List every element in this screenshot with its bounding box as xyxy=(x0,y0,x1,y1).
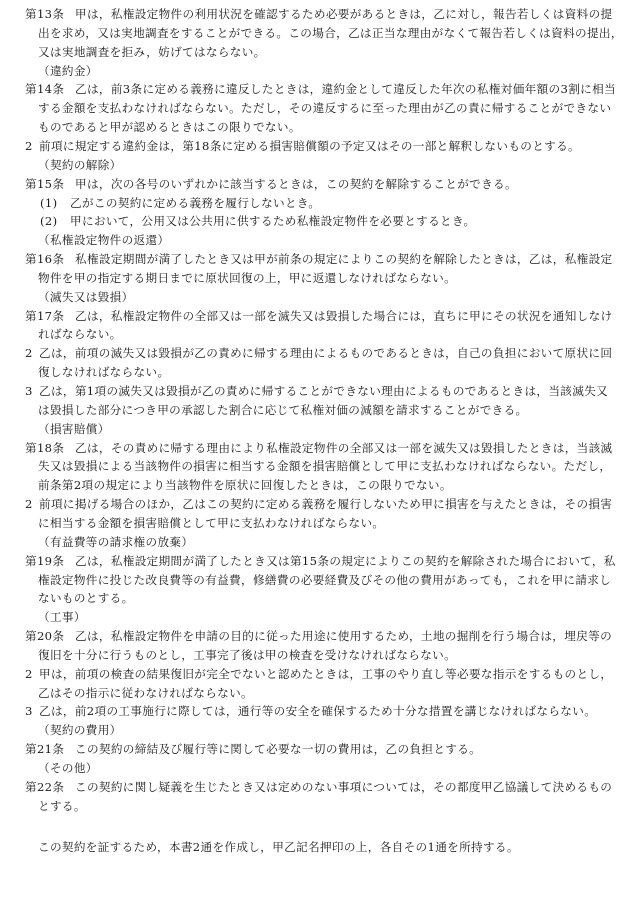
clause-line xyxy=(40,195,630,212)
clause-continuation-line xyxy=(38,515,630,532)
clause-text: 物件を甲の指定する期日までに原状回復の上，甲に返還しなければならない。 xyxy=(38,270,457,285)
clause-line xyxy=(25,345,630,362)
clause-text: 前項に掲げる場合のほか，乙はこの契約に定める義務を履行しないため甲に損害を与えたときは，その損害 xyxy=(39,497,613,512)
clause-text: 乙は，私権設定物件の全部又は一部を滅失又は毀損した場合には，直ちに甲にその状況を通知しなけ xyxy=(75,308,613,323)
clause-line xyxy=(25,628,630,645)
clause-text: 甲は，私権設定物件の利用状況を確認するため必要があるときは，乙に対し，報告若しくは資料の提 xyxy=(75,7,613,21)
clause-text: は毀損した部分につき甲の承認した割合に応じて私権対価の減額を請求することができる。 xyxy=(38,402,528,417)
clause-text: 乙がこの契約に定める義務を履行しないとき。 xyxy=(70,195,321,210)
clause-line xyxy=(25,440,630,457)
article-caption xyxy=(38,534,630,551)
item-number: (2) xyxy=(40,214,58,229)
clause-text: 乙はその指示に従わなければならない。 xyxy=(38,685,253,700)
clause-text: ないものとする。 xyxy=(38,591,134,606)
article-caption xyxy=(38,722,630,739)
paragraph-number: 3 xyxy=(25,704,33,719)
clause-continuation-line xyxy=(38,572,630,589)
article-number: 第18条 xyxy=(25,440,65,455)
clause-text: この契約に関し疑義を生じたとき又は定めのない事項については，その都度甲乙協議して決めるもの xyxy=(75,779,613,794)
clause-line xyxy=(25,703,630,720)
article-caption xyxy=(38,760,630,777)
clause-text: 私権設定期間が満了したとき又は甲が前条の規定によりこの契約を解除したときは，乙は，私権設定 xyxy=(75,252,613,267)
clause-text: とする。 xyxy=(38,798,86,813)
clause-text: ものであると甲が認めるときはこの限りでない。 xyxy=(38,120,301,135)
paragraph-number: 2 xyxy=(25,346,33,361)
clause-line xyxy=(40,213,630,230)
clause-text: 出を求め，又は実地調査をすることができる。この場合，乙は正当な理由がなくて報告若しくは資料の提出， xyxy=(38,25,623,40)
paragraph-number: 3 xyxy=(25,384,33,398)
clause-continuation-line xyxy=(38,25,630,42)
caption-text: （契約の費用） xyxy=(38,723,122,738)
clause-line xyxy=(25,666,630,683)
clause-line xyxy=(25,81,630,98)
article-number: 第16条 xyxy=(25,252,65,267)
clause-continuation-line xyxy=(38,326,630,343)
caption-text: （有益費等の請求権の放棄） xyxy=(38,534,194,549)
clause-text: 甲は，次の各号のいずれかに該当するときは，この契約を解除することができる。 xyxy=(75,176,517,191)
clause-text: 甲は，前項の検査の結果復旧が完全でないと認めたときは，工事のやり直し等必要な指示をするものとし， xyxy=(39,666,613,681)
clause-text: 復しなければならない。 xyxy=(38,365,170,380)
clause-continuation-line xyxy=(38,364,630,381)
article-number: 第19条 xyxy=(25,553,65,568)
article-number: 第22条 xyxy=(25,779,65,794)
clause-line xyxy=(25,138,630,155)
clause-line xyxy=(25,176,630,193)
clause-continuation-line xyxy=(38,119,630,136)
clause-text: 又は実地調査を拒み，妨げてはならない。 xyxy=(38,44,266,59)
clause-line xyxy=(25,496,630,513)
paragraph-number: 2 xyxy=(25,497,33,512)
paragraph-number: 2 xyxy=(25,138,33,153)
caption-text: （工事） xyxy=(38,610,86,625)
clause-line xyxy=(25,383,630,400)
clause-line xyxy=(25,553,630,570)
clause-text: する金額を支払わなければならない。ただし，その違反するに至った理由が乙の責に帰することができない xyxy=(38,101,612,116)
caption-text: （損害賠償） xyxy=(38,421,110,436)
caption-text: （違約金） xyxy=(38,63,98,78)
article-number: 第17条 xyxy=(25,308,65,323)
closing-text: この契約を証するため，本書2通を作成し，甲乙記名押印の上，各自その1通を所持する。 xyxy=(38,840,519,855)
clause-text: 権設定物件に投じた改良費等の有益費，修繕費の必要経費及びその他の費用があっても，これを甲に請求し xyxy=(38,572,612,587)
article-caption xyxy=(38,421,630,438)
caption-text: （私権設定物件の返還） xyxy=(38,233,170,248)
clause-continuation-line xyxy=(38,477,630,494)
article-number: 第13条 xyxy=(25,7,65,21)
clause-text: 乙は，第1項の滅失又は毀損が乙の責めに帰することができない理由によるものであるときは，当該滅失又 xyxy=(39,384,609,398)
clause-line xyxy=(25,308,630,325)
clause-text: 乙は，前3条に定める義務に違反したときは，違約金として違反した年次の私権対価年額の3割に相当 xyxy=(75,82,616,97)
clause-continuation-line xyxy=(38,798,630,815)
clause-continuation-line xyxy=(38,44,630,61)
clause-continuation-line xyxy=(38,685,630,702)
clause-text: 乙は，私権設定期間が満了したとき又は第15条の規定によりこの契約を解除された場合において，私 xyxy=(75,553,616,568)
clause-text: 前項に規定する違約金は，第18条に定める損害賠償額の予定又はその一部と解釈しないものとする。 xyxy=(39,138,580,153)
clause-continuation-line xyxy=(38,270,630,287)
clause-continuation-line xyxy=(38,100,630,117)
item-number: (1) xyxy=(40,195,58,210)
clause-line xyxy=(25,251,630,268)
clause-text: 乙は，その責めに帰する理由により私権設定物件の全部又は一部を滅失又は毀損したときは，当該滅 xyxy=(75,440,613,455)
clause-text: に相当する金額を損害賠償として甲に支払わなければならない。 xyxy=(38,515,385,530)
paragraph-number: 2 xyxy=(25,666,33,681)
clause-text: 乙は，前項の滅失又は毀損が乙の責めに帰する理由によるものであるときは，自己の負担において原状に回 xyxy=(39,346,613,361)
article-caption xyxy=(38,609,630,626)
article-number: 第15条 xyxy=(25,176,65,191)
caption-text: （滅失又は毀損） xyxy=(38,289,134,304)
article-caption xyxy=(38,232,630,249)
article-caption xyxy=(38,63,630,80)
clause-line xyxy=(25,779,630,796)
clause-text: 前条第2項の規定により当該物件を原状に回復したときは，この限りでない。 xyxy=(38,478,452,493)
article-caption xyxy=(38,289,630,306)
clause-continuation-line xyxy=(38,458,630,475)
article-number: 第20条 xyxy=(25,629,65,644)
clause-continuation-line xyxy=(38,590,630,607)
article-number: 第14条 xyxy=(25,82,65,97)
caption-text: （契約の解除） xyxy=(38,157,122,172)
caption-text: （その他） xyxy=(38,761,98,775)
clause-text: 甲において，公用又は公共用に供するため私権設定物件を必要とするとき。 xyxy=(70,214,476,229)
clause-continuation-line xyxy=(38,402,630,419)
article-caption xyxy=(38,157,630,174)
clause-text: 失又は毀損による当該物件の損害に相当する金額を損害賠償として甲に支払わなければならない。ただし， xyxy=(38,459,612,474)
clause-line xyxy=(25,741,630,758)
clause-text: ればならない。 xyxy=(38,327,122,342)
clause-text: 乙は，前2項の工事施行に際しては，通行等の安全を確保するため十分な措置を講じなければならない。 xyxy=(39,704,597,719)
article-number: 第21条 xyxy=(25,742,65,757)
clause-continuation-line xyxy=(38,647,630,664)
clause-text: この契約の締結及び履行等に関して必要な一切の費用は，乙の負担とする。 xyxy=(75,742,482,757)
closing-statement xyxy=(38,839,630,856)
clause-text: 復旧を十分に行うものとし，工事完了後は甲の検査を受けなければならない。 xyxy=(38,647,457,662)
clause-line xyxy=(25,6,630,23)
clause-text: 乙は，私権設定物件を申請の目的に従った用途に使用するため，土地の掘削を行う場合は，埋戻等の xyxy=(75,629,613,644)
